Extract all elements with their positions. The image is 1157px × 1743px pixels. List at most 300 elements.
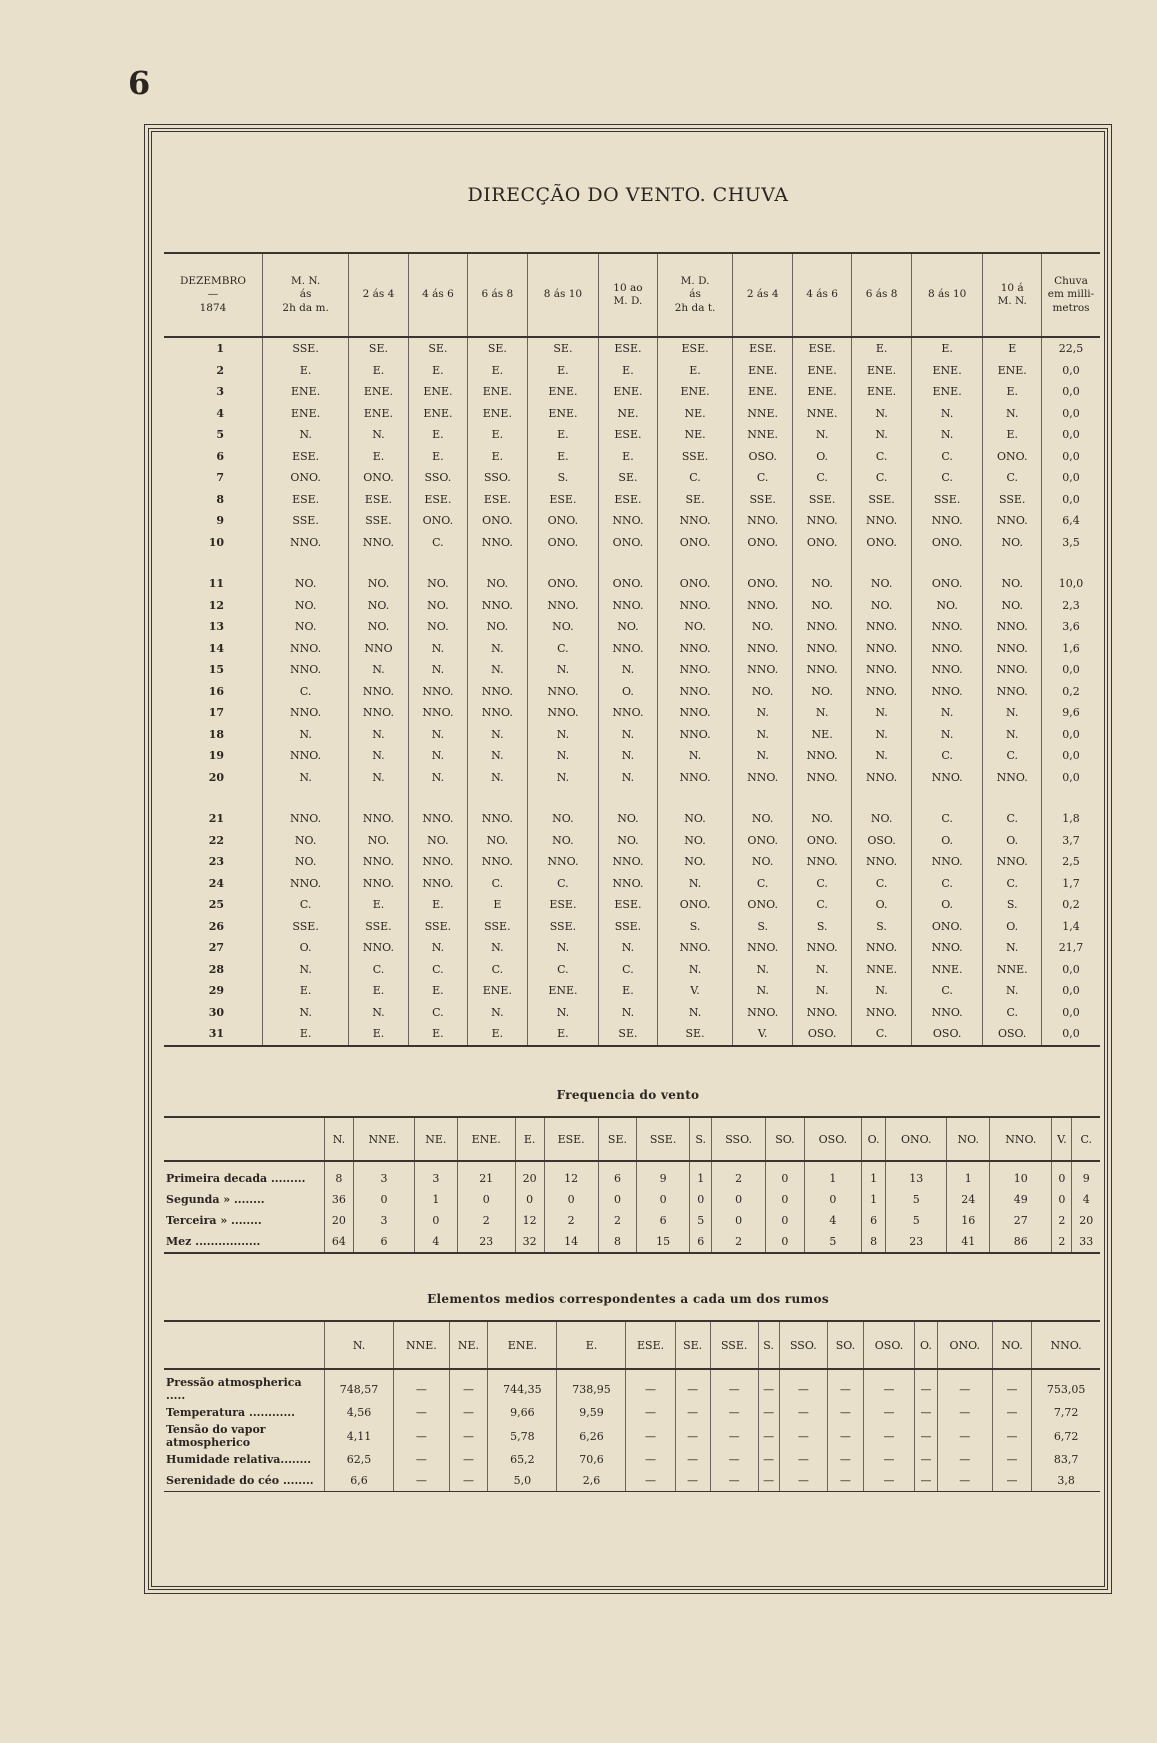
direction-cell: NO. (852, 808, 911, 830)
table-row (164, 337, 1100, 360)
direction-cell: ENE. (263, 381, 349, 403)
value-cell: — (675, 1402, 710, 1423)
direction-cell: NNO. (983, 681, 1042, 703)
direction-cell: N. (983, 980, 1042, 1002)
table-row (164, 446, 1100, 468)
direction-cell: N. (852, 724, 911, 746)
direction-cell: NNO. (733, 1002, 792, 1024)
column-header-line: 10 ao (613, 281, 643, 294)
column-header-line: 8 ás 10 (927, 288, 967, 301)
table-row (164, 916, 1100, 938)
column-header (468, 253, 527, 337)
table-row (164, 980, 1100, 1002)
value-cell: — (394, 1369, 450, 1402)
direction-cell: C. (792, 467, 851, 489)
direction-cell: NO. (263, 595, 349, 617)
value-cell: — (937, 1470, 992, 1492)
value-cell: — (779, 1402, 828, 1423)
direction-cell: E. (983, 424, 1042, 446)
day-cell: 10 (208, 535, 224, 549)
direction-cell: N. (349, 745, 408, 767)
direction-cell: NNO. (263, 532, 349, 554)
value-cell: — (710, 1423, 758, 1449)
value-cell: — (710, 1470, 758, 1492)
count-cell: 0 (690, 1189, 712, 1210)
direction-cell: ONO. (983, 446, 1042, 468)
count-cell: 0 (457, 1189, 515, 1210)
row-label: Serenidade do céo ........ (164, 1470, 325, 1492)
direction-cell: NNO. (852, 1002, 911, 1024)
direction-cell: O. (983, 830, 1042, 852)
count-cell: 0 (765, 1161, 804, 1189)
direction-cell: C. (733, 873, 792, 895)
count-cell: 0 (515, 1189, 544, 1210)
count-cell: 4 (415, 1231, 458, 1253)
value-cell: — (758, 1402, 779, 1423)
direction-cell: NNO. (263, 808, 349, 830)
table-row (164, 937, 1100, 959)
direction-cell: C. (983, 1002, 1042, 1024)
direction-cell: NNE. (733, 403, 792, 425)
direction-cell: NNO. (983, 851, 1042, 873)
direction-cell: NNO. (983, 767, 1042, 789)
column-header (263, 253, 349, 337)
direction-cell: NE. (657, 424, 733, 446)
rain-cell: 3,6 (1042, 616, 1101, 638)
count-cell: 33 (1072, 1231, 1100, 1253)
direction-cell: N. (263, 959, 349, 981)
value-cell: — (675, 1449, 710, 1470)
count-cell: 86 (990, 1231, 1052, 1253)
row-label: Segunda » ........ (166, 1193, 265, 1206)
direction-cell: NO. (911, 595, 983, 617)
direction-cell: NNO. (408, 808, 467, 830)
count-cell: 4 (805, 1210, 862, 1231)
direction-cell: SSE. (733, 489, 792, 511)
direction-cell: OSO. (911, 1023, 983, 1046)
table-row (164, 1210, 1100, 1231)
direction-cell: C. (983, 808, 1042, 830)
direction-cell: NNO. (599, 873, 657, 895)
direction-cell: N. (792, 959, 851, 981)
direction-cell: E. (349, 360, 408, 382)
count-cell: 0 (765, 1210, 804, 1231)
direction-cell: NNO. (657, 767, 733, 789)
day-cell: 1 (216, 342, 224, 356)
direction-cell: ONO. (911, 916, 983, 938)
value-cell: 83,7 (1032, 1449, 1100, 1470)
direction-cell: C. (263, 894, 349, 916)
direction-cell: C. (408, 532, 467, 554)
value-cell: — (394, 1423, 450, 1449)
value-cell: — (863, 1470, 914, 1492)
direction-cell: NNO. (263, 659, 349, 681)
direction-cell: NO. (408, 616, 467, 638)
direction-cell: ESE. (733, 337, 792, 360)
value-cell: — (828, 1449, 864, 1470)
value-cell: — (828, 1369, 864, 1402)
direction-cell: NNO. (527, 681, 599, 703)
direction-cell: NNO. (852, 510, 911, 532)
value-cell: — (915, 1402, 938, 1423)
column-header: ESE. (544, 1117, 598, 1161)
direction-cell: NO. (852, 573, 911, 595)
direction-cell: N. (527, 767, 599, 789)
direction-cell: ESE. (263, 489, 349, 511)
column-header: ESE. (626, 1321, 675, 1369)
direction-cell: N. (852, 980, 911, 1002)
direction-cell: ESE. (599, 894, 657, 916)
column-header-line: metros (1052, 301, 1090, 314)
table-row (164, 1470, 1100, 1492)
direction-cell: ONO. (599, 573, 657, 595)
direction-cell: NNO. (349, 702, 408, 724)
direction-cell: NNO. (349, 681, 408, 703)
count-cell: 6 (353, 1231, 414, 1253)
direction-cell: E. (527, 1023, 599, 1046)
direction-cell: SE. (599, 1023, 657, 1046)
value-cell: — (915, 1470, 938, 1492)
count-cell: 6 (637, 1210, 690, 1231)
direction-cell: C. (852, 1023, 911, 1046)
rain-cell: 0,0 (1042, 1002, 1101, 1024)
direction-cell: OSO. (852, 830, 911, 852)
table-row (164, 467, 1100, 489)
count-cell: 0 (637, 1189, 690, 1210)
value-cell: 6,6 (325, 1470, 394, 1492)
direction-cell: NO. (599, 830, 657, 852)
table-row (164, 1369, 1100, 1402)
value-cell: 65,2 (488, 1449, 557, 1470)
direction-cell: SSE. (263, 337, 349, 360)
column-header (408, 253, 467, 337)
column-header (164, 1321, 325, 1369)
direction-cell: NNO. (911, 616, 983, 638)
direction-cell: N. (263, 424, 349, 446)
direction-cell: NNO. (599, 702, 657, 724)
value-cell: — (863, 1402, 914, 1423)
column-header: E. (515, 1117, 544, 1161)
value-cell: 5,78 (488, 1423, 557, 1449)
count-cell: 2 (544, 1210, 598, 1231)
direction-cell: V. (657, 980, 733, 1002)
direction-cell: NNO. (911, 1002, 983, 1024)
day-cell: 6 (216, 449, 224, 463)
column-header-line: 2 ás 4 (362, 288, 395, 301)
direction-cell: N. (527, 724, 599, 746)
count-cell: 0 (353, 1189, 414, 1210)
direction-cell: NNO. (599, 638, 657, 660)
value-cell: — (992, 1423, 1031, 1449)
direction-cell: NNO. (263, 873, 349, 895)
direction-cell: NNO. (733, 767, 792, 789)
direction-cell: NNO. (911, 659, 983, 681)
direction-cell: NO. (792, 595, 851, 617)
frequency-title: Frequencia do vento (556, 1088, 700, 1102)
direction-cell: SE. (527, 337, 599, 360)
day-cell: 24 (208, 876, 224, 890)
day-cell: 5 (216, 428, 224, 442)
count-cell: 0 (712, 1189, 765, 1210)
rain-cell: 0,0 (1042, 767, 1101, 789)
direction-cell: O. (263, 937, 349, 959)
direction-cell: OSO. (983, 1023, 1042, 1046)
direction-cell: N. (983, 403, 1042, 425)
direction-cell: NNE. (792, 403, 851, 425)
direction-cell: ESE. (792, 337, 851, 360)
direction-cell: NE. (792, 724, 851, 746)
direction-cell: N. (852, 702, 911, 724)
table-row (164, 1423, 1100, 1449)
rain-cell: 3,7 (1042, 830, 1101, 852)
count-cell: 5 (805, 1231, 862, 1253)
direction-cell: E. (599, 980, 657, 1002)
direction-cell: C. (349, 959, 408, 981)
rain-cell: 0,0 (1042, 959, 1101, 981)
direction-cell: NO. (408, 595, 467, 617)
direction-cell: ENE. (733, 360, 792, 382)
column-header: ONO. (937, 1321, 992, 1369)
column-header: O. (861, 1117, 886, 1161)
count-cell: 12 (544, 1161, 598, 1189)
direction-cell: N. (657, 873, 733, 895)
direction-cell: N. (263, 767, 349, 789)
value-cell: 748,57 (325, 1369, 394, 1402)
table-row (164, 510, 1100, 532)
column-header-line: 2h da t. (674, 301, 716, 314)
direction-cell: S. (792, 916, 851, 938)
direction-cell: ESE. (527, 489, 599, 511)
column-header: N. (325, 1117, 354, 1161)
direction-cell: NNO. (983, 638, 1042, 660)
direction-cell: SSO. (468, 467, 527, 489)
direction-cell: NNO. (408, 681, 467, 703)
direction-cell: E. (408, 446, 467, 468)
direction-cell: E. (527, 360, 599, 382)
direction-cell: ONO. (408, 510, 467, 532)
direction-cell: ONO. (733, 894, 792, 916)
count-cell: 14 (544, 1231, 598, 1253)
direction-cell: C. (792, 894, 851, 916)
direction-cell: NNO. (852, 659, 911, 681)
direction-cell: NNO. (792, 1002, 851, 1024)
direction-cell: NNO. (468, 681, 527, 703)
direction-cell: E. (599, 446, 657, 468)
direction-cell: NO. (657, 616, 733, 638)
spacer-row (164, 788, 1100, 808)
direction-cell: N. (349, 1002, 408, 1024)
direction-cell: NNO. (468, 808, 527, 830)
direction-cell: NO. (468, 830, 527, 852)
day-cell: 26 (208, 919, 224, 933)
value-cell: — (915, 1423, 938, 1449)
direction-cell: N. (599, 659, 657, 681)
count-cell: 6 (861, 1210, 886, 1231)
count-cell: 49 (990, 1189, 1052, 1210)
wind-frequency-table (164, 1116, 1100, 1254)
direction-cell: N. (468, 767, 527, 789)
direction-cell: ONO. (733, 573, 792, 595)
direction-cell: ENE. (792, 381, 851, 403)
rain-cell: 10,0 (1042, 573, 1101, 595)
direction-cell: N. (911, 702, 983, 724)
direction-cell: NNO. (792, 937, 851, 959)
direction-cell: S. (527, 467, 599, 489)
direction-cell: S. (852, 916, 911, 938)
direction-cell: ONO. (792, 830, 851, 852)
direction-cell: N. (911, 424, 983, 446)
direction-cell: N. (408, 745, 467, 767)
value-cell: — (779, 1423, 828, 1449)
direction-cell: NNO. (983, 659, 1042, 681)
table-row (164, 1189, 1100, 1210)
value-cell: — (449, 1449, 488, 1470)
column-header-line: em milli- (1047, 288, 1095, 301)
direction-cell: SSE. (911, 489, 983, 511)
table-row (164, 702, 1100, 724)
direction-cell: C. (408, 959, 467, 981)
value-cell: — (828, 1402, 864, 1423)
direction-cell: E. (527, 424, 599, 446)
column-header: SE. (675, 1321, 710, 1369)
rain-cell: 0,0 (1042, 446, 1101, 468)
direction-cell: NNO. (263, 702, 349, 724)
column-header: NO. (992, 1321, 1031, 1369)
table-row (164, 595, 1100, 617)
value-cell: 7,72 (1032, 1402, 1100, 1423)
rain-cell: 0,2 (1042, 894, 1101, 916)
direction-cell: NNO. (263, 638, 349, 660)
day-cell: 16 (208, 684, 224, 698)
direction-cell: NO. (527, 616, 599, 638)
direction-cell: N. (983, 937, 1042, 959)
value-cell: — (915, 1449, 938, 1470)
direction-cell: ENE. (852, 381, 911, 403)
direction-cell: SSO. (408, 467, 467, 489)
direction-cell: E. (408, 1023, 467, 1046)
direction-cell: N. (657, 1002, 733, 1024)
direction-cell: N. (468, 724, 527, 746)
table-row (164, 808, 1100, 830)
direction-cell: ONO. (911, 532, 983, 554)
count-cell: 0 (544, 1189, 598, 1210)
day-cell: 25 (208, 898, 224, 912)
direction-cell: E. (263, 980, 349, 1002)
value-cell: — (449, 1470, 488, 1492)
column-header: NE. (449, 1321, 488, 1369)
value-cell: — (449, 1369, 488, 1402)
count-cell: 0 (1052, 1161, 1072, 1189)
direction-cell: NNO. (599, 595, 657, 617)
value-cell: — (992, 1470, 1031, 1492)
direction-cell: E. (408, 360, 467, 382)
direction-cell: NNO. (349, 532, 408, 554)
column-header-line: 6 ás 8 (865, 288, 898, 301)
direction-cell: ONO. (599, 532, 657, 554)
column-header: SO. (765, 1117, 804, 1161)
column-header-line: 2 ás 4 (746, 288, 779, 301)
rain-cell: 0,0 (1042, 489, 1101, 511)
direction-cell: E. (468, 1023, 527, 1046)
direction-cell: ESE. (599, 489, 657, 511)
value-cell: — (626, 1423, 675, 1449)
direction-cell: SSE. (349, 510, 408, 532)
direction-cell: C. (983, 873, 1042, 895)
direction-cell: NNO. (792, 638, 851, 660)
count-cell: 20 (515, 1161, 544, 1189)
direction-cell: ENE. (657, 381, 733, 403)
count-cell: 2 (712, 1231, 765, 1253)
direction-cell: OSO. (733, 446, 792, 468)
page-number: 6 (128, 64, 151, 102)
count-cell: 23 (886, 1231, 947, 1253)
direction-cell: E (468, 894, 527, 916)
direction-cell: SSE. (349, 916, 408, 938)
direction-cell: ONO. (852, 532, 911, 554)
direction-cell: NNO. (657, 595, 733, 617)
direction-cell: C. (852, 446, 911, 468)
count-cell: 16 (947, 1210, 990, 1231)
direction-cell: NO. (468, 573, 527, 595)
direction-cell: C. (263, 681, 349, 703)
value-cell: — (710, 1402, 758, 1423)
direction-cell: SE. (599, 467, 657, 489)
count-cell: 1 (861, 1161, 886, 1189)
direction-cell: NNO. (911, 510, 983, 532)
count-cell: 15 (637, 1231, 690, 1253)
direction-cell: ONO. (792, 532, 851, 554)
direction-cell: ONO. (657, 532, 733, 554)
count-cell: 5 (886, 1189, 947, 1210)
direction-cell: N. (527, 937, 599, 959)
table-row (164, 681, 1100, 703)
rain-cell: 1,7 (1042, 873, 1101, 895)
direction-cell: NNO. (733, 659, 792, 681)
direction-cell: NO. (733, 616, 792, 638)
column-header-line: 10 á (1000, 281, 1024, 294)
direction-cell: E. (408, 424, 467, 446)
direction-cell: NNE. (911, 959, 983, 981)
direction-cell: NNO. (468, 851, 527, 873)
rain-cell: 3,5 (1042, 532, 1101, 554)
day-cell: 21 (208, 812, 224, 826)
direction-cell: N. (852, 745, 911, 767)
count-cell: 6 (690, 1231, 712, 1253)
direction-cell: NO. (468, 616, 527, 638)
value-cell: — (828, 1470, 864, 1492)
table-row (164, 489, 1100, 511)
column-header: SSO. (712, 1117, 765, 1161)
value-cell: — (626, 1470, 675, 1492)
direction-cell: NNE. (852, 959, 911, 981)
column-header-line: — (207, 288, 219, 301)
count-cell: 3 (415, 1161, 458, 1189)
direction-cell: N. (599, 724, 657, 746)
direction-cell: NNO. (733, 638, 792, 660)
direction-cell: SE. (657, 489, 733, 511)
direction-cell: NO. (983, 532, 1042, 554)
direction-cell: NO. (983, 573, 1042, 595)
direction-cell: NO. (527, 830, 599, 852)
direction-cell: E. (349, 446, 408, 468)
rain-cell: 0,0 (1042, 360, 1101, 382)
count-cell: 1 (947, 1161, 990, 1189)
table-row (164, 403, 1100, 425)
direction-cell: NNO. (349, 851, 408, 873)
direction-cell: N. (733, 980, 792, 1002)
column-header-line: Chuva (1054, 275, 1088, 288)
direction-cell: N. (657, 745, 733, 767)
